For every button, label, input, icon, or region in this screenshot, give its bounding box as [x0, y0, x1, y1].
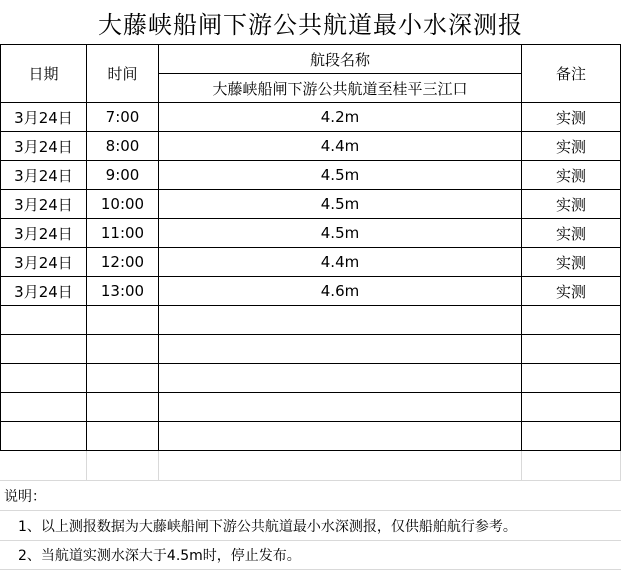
- depth-table: [0, 44, 621, 451]
- cell-depth: 4.2m: [159, 103, 522, 132]
- empty-row: [1, 364, 621, 393]
- cell-remark: 实测: [522, 161, 621, 190]
- cell-time: 13:00: [87, 277, 159, 306]
- empty-row: [1, 422, 621, 451]
- cell-depth: 4.5m: [159, 190, 522, 219]
- table-row: [1, 103, 621, 132]
- cell-remark: 实测: [522, 190, 621, 219]
- cell-time: 9:00: [87, 161, 159, 190]
- cell-depth: 4.4m: [159, 132, 522, 161]
- cell-remark: 实测: [522, 103, 621, 132]
- empty-row: [1, 393, 621, 422]
- cell-remark: 实测: [522, 248, 621, 277]
- cell-remark: 实测: [522, 132, 621, 161]
- table-row: [1, 161, 621, 190]
- cell-depth: 4.5m: [159, 219, 522, 248]
- cell-depth: 4.5m: [159, 161, 522, 190]
- header-row: [1, 45, 621, 74]
- cell-time: 7:00: [87, 103, 159, 132]
- notes-label: 说明：: [4, 489, 46, 505]
- header-date: 日期: [1, 45, 87, 103]
- empty-row: [1, 306, 621, 335]
- cell-time: 10:00: [87, 190, 159, 219]
- table-row: [1, 132, 621, 161]
- header-remark: 备注: [522, 45, 621, 103]
- cell-remark: 实测: [522, 277, 621, 306]
- cell-date: 3月24日: [1, 190, 87, 219]
- table-row: [1, 277, 621, 306]
- empty-row: [1, 335, 621, 364]
- note-item-1: 1、以上测报数据为大藤峡船闸下游公共航道最小水深测报，仅供船舶航行参考。: [18, 519, 517, 535]
- cell-depth: 4.4m: [159, 248, 522, 277]
- table-row: [1, 190, 621, 219]
- cell-date: 3月24日: [1, 277, 87, 306]
- cell-time: 11:00: [87, 219, 159, 248]
- cell-date: 3月24日: [1, 219, 87, 248]
- report-title: 大藤峡船闸下游公共航道最小水深测报: [98, 10, 523, 39]
- header-time: 时间: [87, 45, 159, 103]
- table-row: [1, 248, 621, 277]
- cell-date: 3月24日: [1, 248, 87, 277]
- cell-remark: 实测: [522, 219, 621, 248]
- cell-date: 3月24日: [1, 161, 87, 190]
- table-row: [1, 219, 621, 248]
- note-item-2: 2、当航道实测水深大于4.5m时，停止发布。: [18, 548, 301, 564]
- cell-date: 3月24日: [1, 132, 87, 161]
- header-section-value: 大藤峡船闸下游公共航道至桂平三江口: [159, 74, 522, 103]
- header-section-name: 航段名称: [159, 45, 522, 74]
- cell-time: 12:00: [87, 248, 159, 277]
- cell-depth: 4.6m: [159, 277, 522, 306]
- cell-time: 8:00: [87, 132, 159, 161]
- cell-date: 3月24日: [1, 103, 87, 132]
